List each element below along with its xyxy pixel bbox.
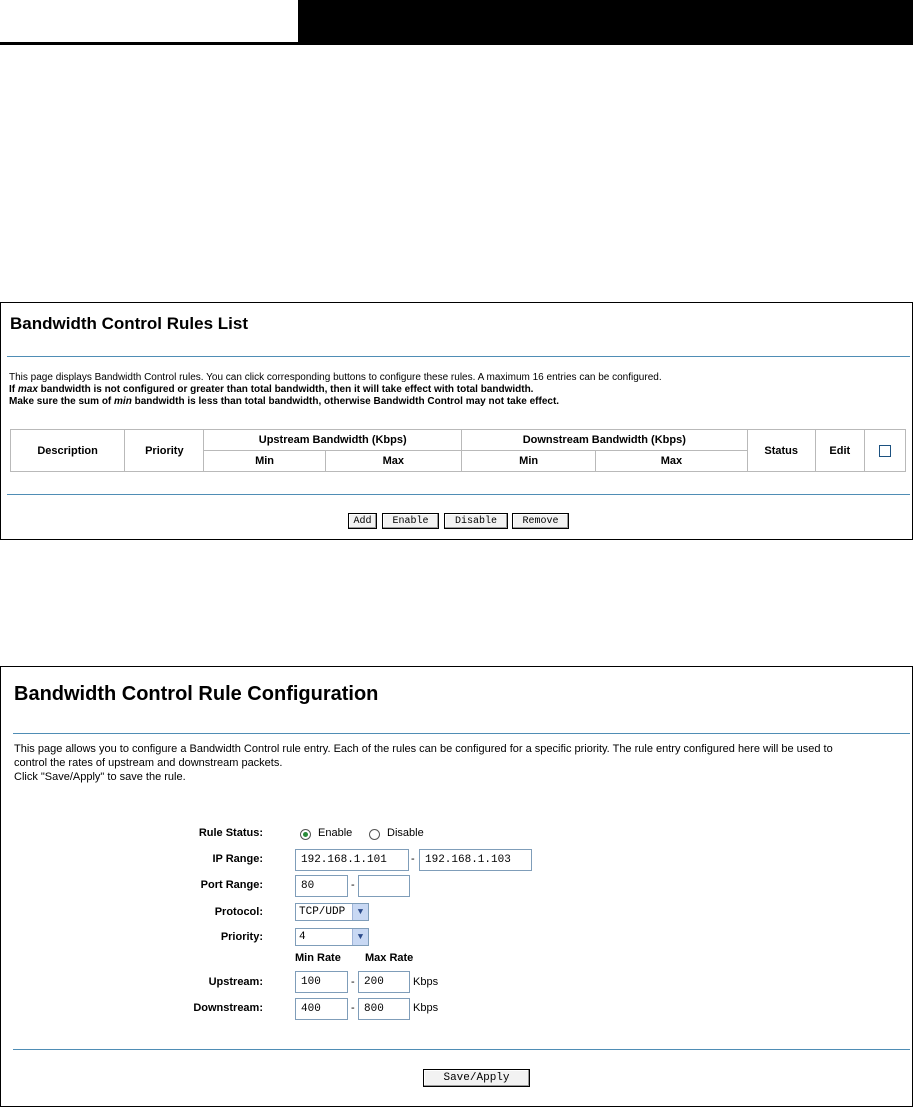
ip-start-input[interactable]: 192.168.1.101 [295, 849, 409, 871]
header-downstream-max: Max [596, 451, 747, 472]
enable-button[interactable]: Enable [382, 513, 439, 529]
title-divider [7, 356, 910, 357]
rule-config-title: Bandwidth Control Rule Configuration [14, 683, 379, 705]
rules-list-panel [0, 302, 913, 540]
priority-select-value: 4 [299, 931, 306, 943]
upstream-dash: - [351, 976, 355, 988]
config-bottom-divider [13, 1049, 910, 1050]
downstream-min-input[interactable]: 400 [295, 998, 348, 1020]
ip-end-input[interactable]: 192.168.1.103 [419, 849, 532, 871]
select-all-checkbox[interactable] [879, 445, 891, 457]
disable-button[interactable]: Disable [444, 513, 508, 529]
rule-config-description [14, 727, 904, 784]
disable-radio[interactable] [369, 829, 380, 840]
header-upstream-min: Min [204, 451, 325, 472]
chevron-down-icon: ▼ [352, 904, 368, 920]
header-downstream: Downstream Bandwidth (Kbps) [461, 430, 747, 451]
table-divider [7, 494, 910, 495]
rule-config-panel [0, 666, 913, 1107]
enable-radio[interactable] [300, 829, 311, 840]
disable-radio-label: Disable [387, 827, 424, 839]
rule-status-label: Rule Status: [198, 827, 263, 839]
add-button[interactable]: Add [348, 513, 377, 529]
upstream-max-input[interactable]: 200 [358, 971, 410, 993]
desc-line-3: Make sure the sum of min bandwidth is less than total bandwidth, otherwise Bandwidth Control may not take effect. [9, 396, 560, 407]
rules-list-description [9, 372, 899, 408]
rules-list-title: Bandwidth Control Rules List [10, 314, 248, 333]
header-upstream-max: Max [325, 451, 461, 472]
min-rate-header: Min Rate [295, 952, 341, 964]
port-range-label: Port Range: [200, 879, 263, 891]
protocol-label: Protocol: [214, 906, 263, 918]
document-header-rule [0, 42, 913, 45]
save-apply-button[interactable]: Save/Apply [423, 1069, 530, 1087]
priority-label: Priority: [220, 931, 263, 943]
select-all-cell [864, 430, 905, 472]
chevron-down-icon: ▼ [352, 929, 368, 945]
upstream-unit: Kbps [413, 976, 439, 988]
upstream-label: Upstream: [208, 976, 263, 988]
header-description: Description [11, 430, 125, 472]
header-downstream-min: Min [461, 451, 595, 472]
remove-button[interactable]: Remove [512, 513, 569, 529]
port-range-dash: - [351, 879, 355, 891]
port-end-input[interactable] [358, 875, 410, 897]
protocol-select[interactable] [295, 903, 369, 921]
enable-radio-label: Enable [318, 827, 353, 839]
cfg-desc-line-3: Click "Save/Apply" to save the rule. [14, 771, 186, 783]
port-start-input[interactable]: 80 [295, 875, 348, 897]
downstream-max-input[interactable]: 800 [358, 998, 410, 1020]
header-edit: Edit [815, 430, 864, 472]
max-rate-header: Max Rate [365, 952, 414, 964]
ip-range-dash: - [411, 853, 415, 865]
desc-line-2: If max bandwidth is not configured or greater than total bandwidth, then it will take effect with total bandwidth. [9, 384, 534, 395]
priority-select[interactable] [295, 928, 369, 946]
header-status: Status [747, 430, 815, 472]
downstream-dash: - [351, 1002, 355, 1014]
downstream-unit: Kbps [413, 1002, 439, 1014]
header-upstream: Upstream Bandwidth (Kbps) [204, 430, 462, 451]
rules-table [10, 429, 906, 472]
desc-line-1: This page displays Bandwidth Control rules. You can click corresponding buttons to configure these rules. A maximum 16 entries can be configured. [9, 372, 662, 383]
ip-range-label: IP Range: [212, 853, 263, 865]
protocol-select-value: TCP/UDP [299, 906, 346, 918]
cfg-desc-line-1: This page allows you to configure a Bandwidth Control rule entry. Each of the rules can be configured for a specific priority. The rule entry configured here will be used to [14, 743, 833, 755]
document-header-bar [298, 0, 913, 42]
downstream-label: Downstream: [193, 1002, 263, 1014]
cfg-desc-line-2: control the rates of upstream and downstream packets. [14, 757, 283, 769]
upstream-min-input[interactable]: 100 [295, 971, 348, 993]
header-priority: Priority [125, 430, 204, 472]
